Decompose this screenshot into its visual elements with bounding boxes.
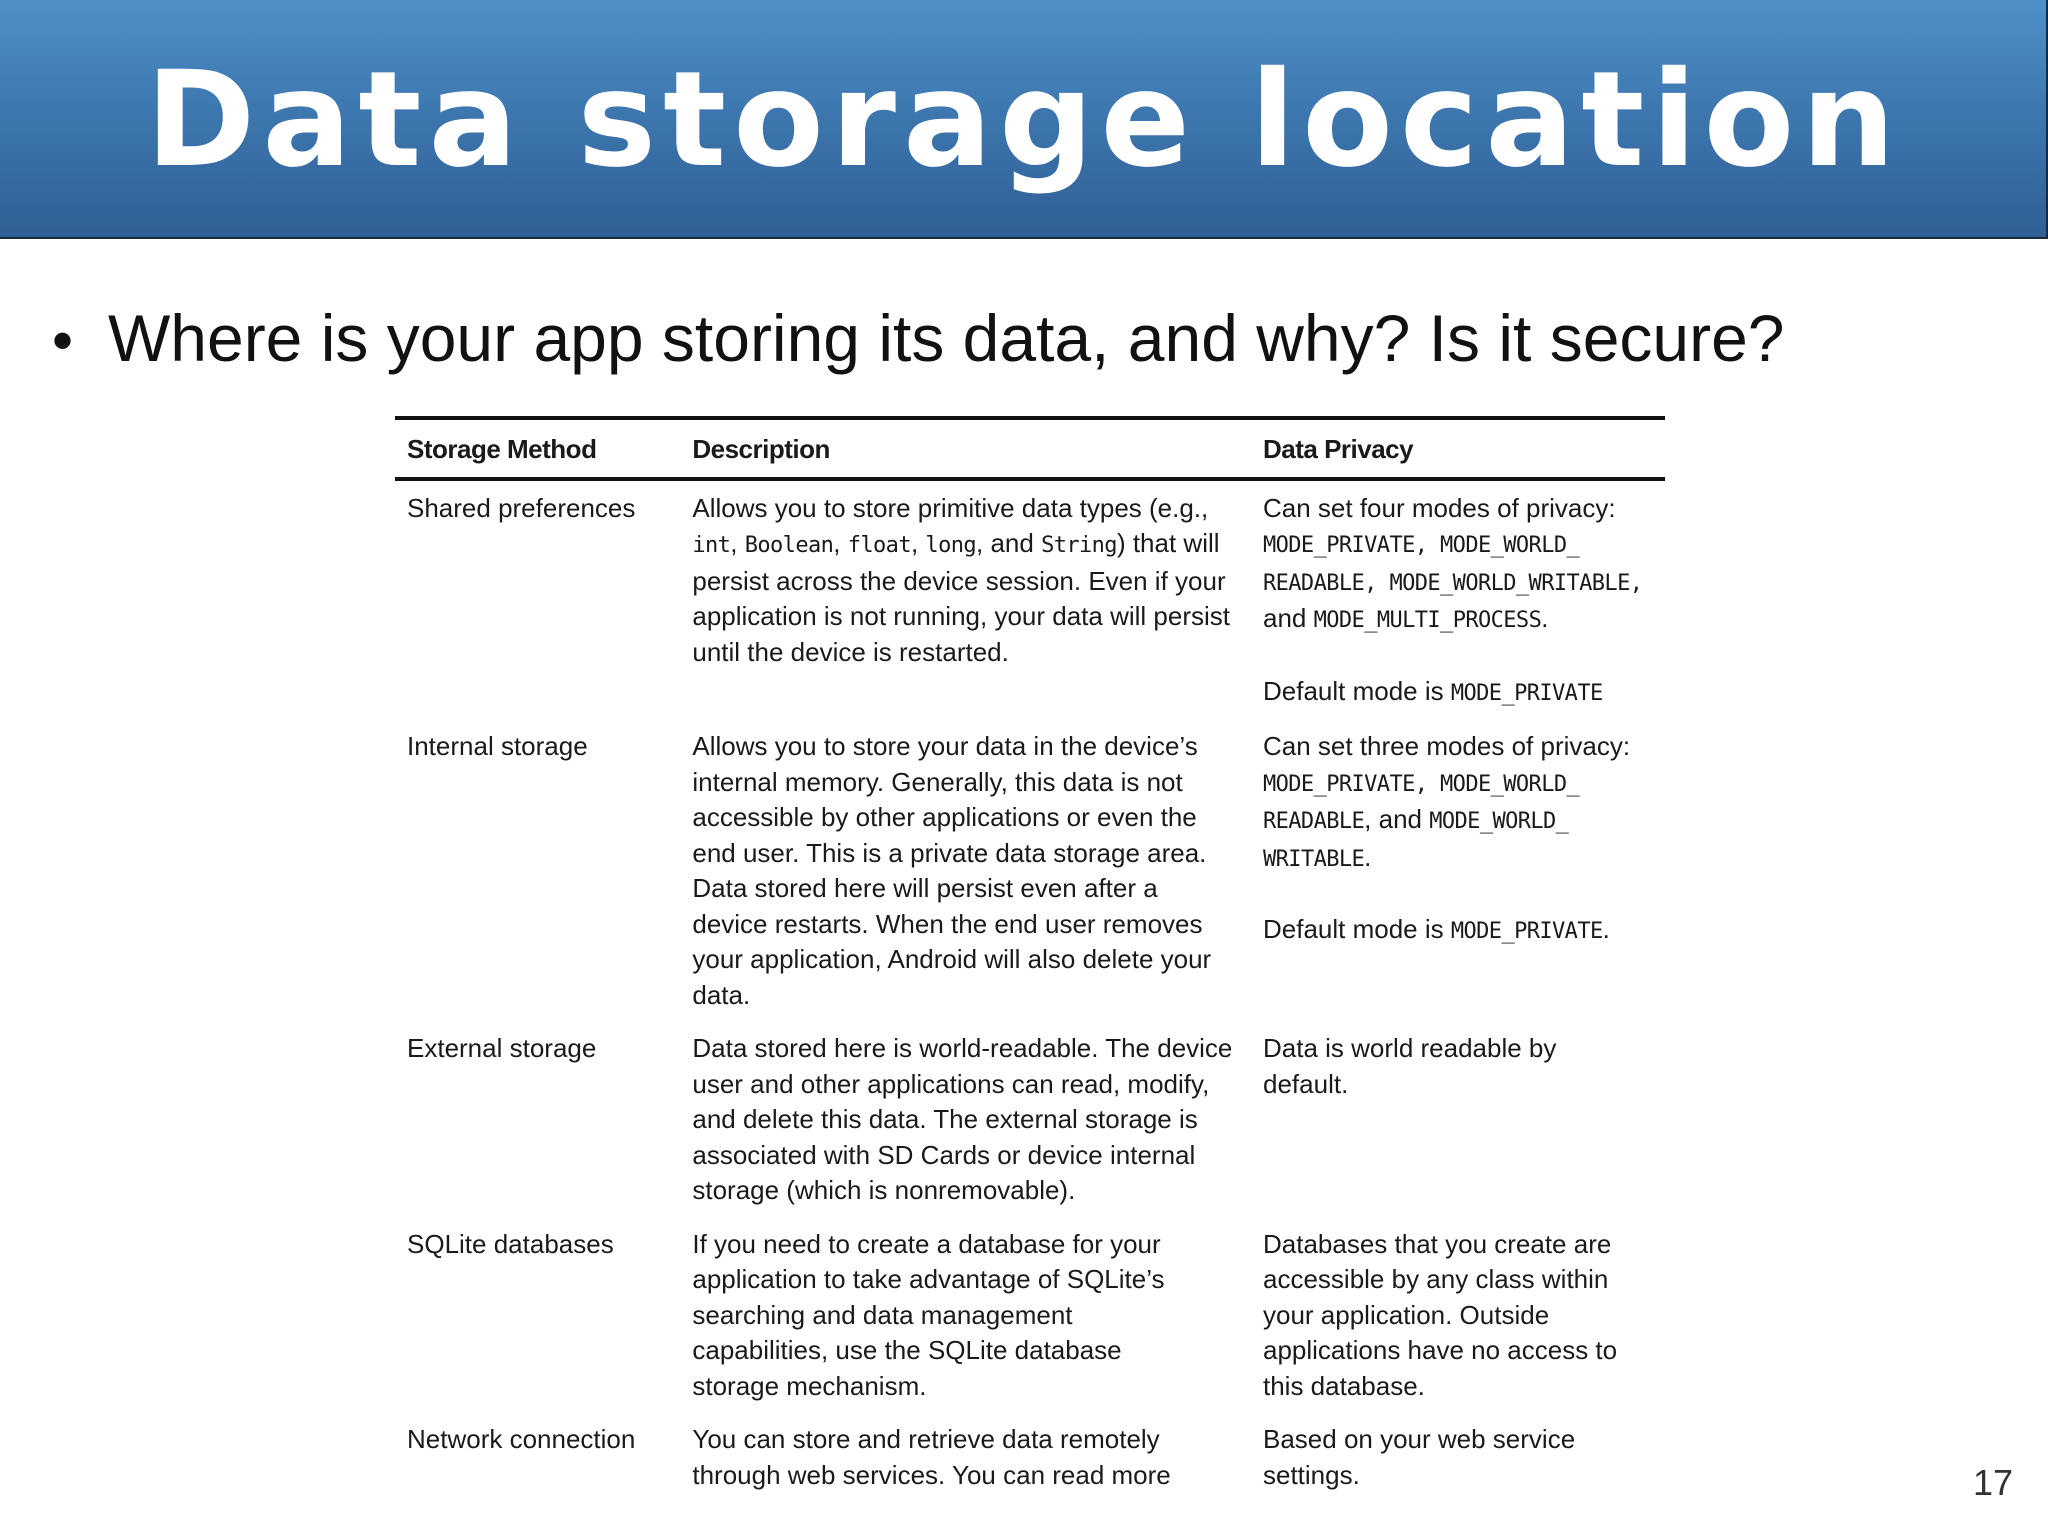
code-term: String (1041, 533, 1117, 558)
table-row (395, 1412, 1665, 1501)
code-term: READABLE (1263, 809, 1365, 834)
privacy-modes (1263, 491, 1653, 639)
description-text: If you need to create a database for your application to take advantage of SQLite’s searching and data management capabilities, use the SQLite database storage mechanism. (692, 1228, 1165, 1401)
code-term: MODE_MULTI_PROCESS (1313, 608, 1542, 633)
description-cell: Allows you to store your data in the device’s internal memory. Generally, this data is not accessible by other applications or even the end user. This is a private data storage area. Data stored here will persist even after a device restarts. When the end user removes your application, Android will also delete your data. (692, 731, 1212, 1010)
description-cell (680, 1412, 1251, 1501)
privacy-cell (1251, 479, 1665, 720)
header-description: Description (680, 418, 1251, 479)
description-text: , (833, 528, 848, 558)
description-cell (680, 479, 1251, 720)
storage-method-cell: Network connection (407, 1424, 636, 1454)
privacy-text: . (1364, 841, 1372, 872)
code-term: MODE_PRIVATE, MODE_WORLD_ (1263, 771, 1580, 797)
description-text: , (730, 528, 745, 558)
code-term: int (692, 533, 731, 558)
code-term: long (925, 533, 977, 558)
slide-title: Data storage location (145, 43, 1903, 197)
description-text: , (910, 528, 926, 558)
privacy-text: Default mode is (1263, 914, 1451, 944)
privacy-text: , and (1364, 804, 1430, 834)
privacy-cell (1251, 1021, 1665, 1217)
header-storage-method: Storage Method (395, 418, 680, 479)
code-term: MODE_PRIVATE (1450, 680, 1603, 706)
storage-method-cell: SQLite databases (407, 1228, 614, 1259)
privacy-text: Can set four modes of privacy: (1263, 492, 1616, 523)
storage-method-cell: Internal storage (407, 731, 588, 761)
privacy-default (1263, 674, 1653, 712)
privacy-text: Based on your web service settings. (1263, 1424, 1576, 1490)
header-data-privacy: Data Privacy (1251, 418, 1665, 479)
privacy-cell (1251, 719, 1665, 1021)
privacy-cell (1251, 1217, 1665, 1413)
privacy-text: Databases that you create are accessible by any class within your application. Outside applications have no access to this database. (1263, 1228, 1618, 1401)
table-row (395, 719, 1665, 1021)
privacy-text: . (1602, 914, 1610, 944)
privacy-text: Default mode is (1263, 675, 1451, 706)
description-text: ) that will persist across the device session. Even if your application is not running, your data will persist until the device is restarted. (692, 528, 1230, 667)
table-row (395, 1021, 1665, 1217)
code-term: READABLE, MODE_WORLD_WRITABLE, (1263, 570, 1643, 596)
description-cell: Data stored here is world-readable. The device user and other applications can read, modify, and delete this data. The external storage is associated with SD Cards or device internal storage (which is nonremovable). (692, 1033, 1233, 1205)
storage-methods-table (395, 416, 1665, 1501)
description-cell (680, 1217, 1251, 1413)
bullet-text: Where is your app storing its data, and why? Is it secure? (108, 301, 1785, 375)
code-term: Boolean (744, 533, 834, 558)
code-term: MODE_PRIVATE, MODE_WORLD_ (1263, 533, 1580, 558)
code-term: MODE_PRIVATE (1450, 919, 1603, 944)
privacy-default (1263, 912, 1653, 950)
storage-method-cell: Shared preferences (407, 492, 636, 523)
privacy-text: and (1263, 603, 1314, 633)
description-text: , and (976, 528, 1042, 558)
privacy-cell (1251, 1412, 1665, 1501)
bullet-icon: • (52, 307, 74, 374)
privacy-modes (1263, 729, 1653, 877)
bullet-point (52, 301, 2012, 375)
code-term: WRITABLE (1263, 846, 1365, 872)
table-header-row (395, 418, 1665, 479)
description-text: You can store and retrieve data remotely through web services. You can read more (692, 1424, 1171, 1490)
description-text: Allows you to store primitive data types (e.g., (692, 492, 1209, 523)
table-row (395, 1217, 1665, 1413)
code-term: float (847, 533, 911, 558)
privacy-text: Can set three modes of privacy: (1263, 731, 1631, 761)
page-number: 17 (1972, 1462, 2013, 1503)
code-term: MODE_WORLD_ (1429, 809, 1569, 834)
table-row (395, 479, 1665, 720)
privacy-text: Data is world readable by default. (1263, 1033, 1557, 1099)
privacy-text: . (1541, 603, 1549, 633)
title-banner (0, 0, 2048, 239)
storage-method-cell: External storage (407, 1033, 597, 1063)
